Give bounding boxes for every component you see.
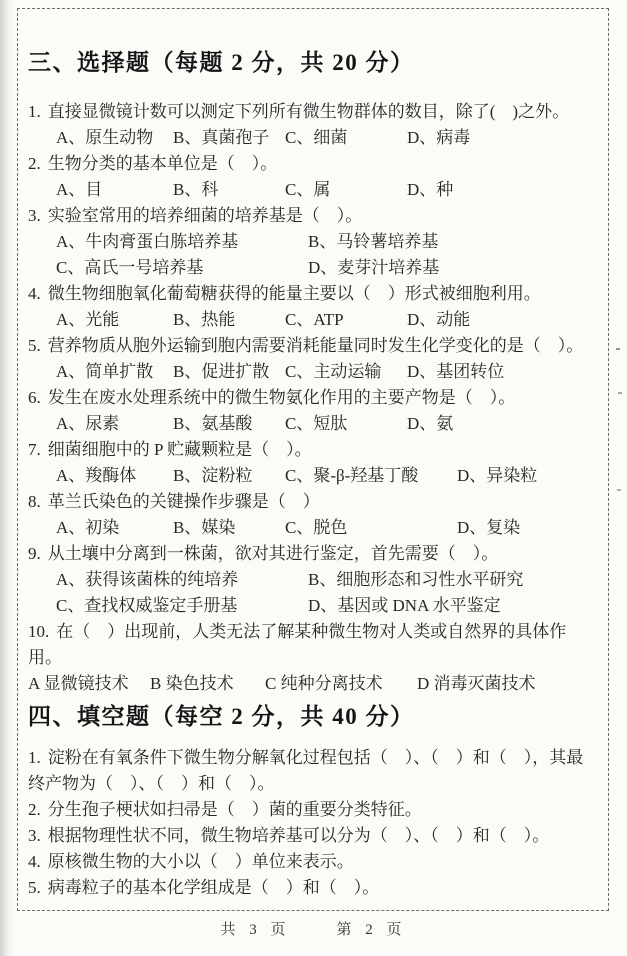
option-a: A、初染	[56, 518, 120, 537]
mc-question-1	[28, 99, 592, 125]
option-c: C、聚-β-羟基丁酸	[285, 466, 419, 485]
option-c: C 纯种分离技术	[265, 674, 383, 693]
mc-question-3-options-row-2	[28, 255, 592, 281]
option-c: C、查找权威鉴定手册基	[56, 596, 238, 615]
question-text: 淀粉在有氧条件下微生物分解氧化过程包括（ ）、（ ）和（ ），其最终产物为（ ）、（ ）和（ ）。	[28, 748, 584, 793]
section-title-fill-in-blank: 四、填空题（每空 2 分，共 40 分）	[28, 704, 415, 729]
question-number: 4.	[28, 852, 41, 871]
option-a: A、获得该菌株的纯培养	[56, 570, 239, 589]
question-text: 直接显微镜计数可以测定下列所有微生物群体的数目，除了( )之外。	[47, 102, 570, 121]
option-d: D、麦芽汁培养基	[308, 258, 440, 277]
mc-question-2	[28, 151, 592, 177]
fill-question-4	[28, 849, 592, 875]
fill-question-5	[28, 875, 592, 901]
option-a: A、光能	[56, 310, 120, 329]
question-text: 病毒粒子的基本化学组成是（ ）和（ ）。	[47, 878, 380, 897]
option-a: A、尿素	[56, 414, 120, 433]
section-title-multiple-choice: 三、选择题（每题 2 分，共 20 分）	[28, 50, 415, 75]
question-number: 6.	[28, 388, 41, 407]
mc-question-9-options-row-2	[28, 593, 592, 619]
exam-sheet-border	[17, 8, 609, 911]
question-text: 营养物质从胞外运输到胞内需要消耗能量同时发生化学变化的是（ ）。	[47, 336, 584, 355]
question-number: 5.	[28, 878, 41, 897]
mc-question-4	[28, 281, 592, 307]
question-number: 4.	[28, 284, 41, 303]
fill-question-2	[28, 797, 592, 823]
question-text: 分生孢子梗状如扫帚是（ ）菌的重要分类特征。	[47, 800, 422, 819]
mc-question-4-options	[28, 307, 592, 333]
question-number: 3.	[28, 826, 41, 845]
mc-question-2-options	[28, 177, 592, 203]
question-number: 5.	[28, 336, 41, 355]
question-text: 发生在废水处理系统中的微生物氨化作用的主要产物是（ ）。	[47, 388, 516, 407]
option-d: D、动能	[407, 310, 471, 329]
question-text: 实验室常用的培养细菌的培养基是（ ）。	[47, 206, 363, 225]
option-a: A、简单扩散	[56, 362, 154, 381]
mc-question-6-options	[28, 411, 592, 437]
question-text: 从土壤中分离到一株菌，欲对其进行鉴定，首先需要（ ）。	[47, 544, 499, 563]
option-b: B、细胞形态和习性水平研究	[308, 570, 524, 589]
question-number: 1.	[28, 102, 41, 121]
mc-question-7-options	[28, 463, 592, 489]
option-c: C、高氏一号培养基	[56, 258, 204, 277]
option-c: C、细菌	[285, 128, 348, 147]
question-text: 原核微生物的大小以（ ）单位来表示。	[47, 852, 354, 871]
option-d: D、基团转位	[407, 362, 505, 381]
option-d: D 消毒灭菌技术	[417, 674, 536, 693]
option-b: B、淀粉粒	[173, 466, 253, 485]
option-b: B、氨基酸	[173, 414, 253, 433]
footer-current-page: 第 2 页	[336, 922, 407, 938]
page-footer	[0, 918, 627, 939]
footer-total-pages: 共 3 页	[220, 922, 291, 938]
scan-specks	[616, 348, 620, 350]
question-number: 2.	[28, 154, 41, 173]
question-text: 根据物理性状不同，微生物培养基可以分为（ ）、（ ）和（ ）。	[47, 826, 550, 845]
option-c: C、主动运输	[285, 362, 382, 381]
option-c: C、短肽	[285, 414, 348, 433]
mc-question-6	[28, 385, 592, 411]
mc-question-8	[28, 489, 592, 515]
option-c: C、ATP	[285, 310, 344, 329]
option-a: A、羧酶体	[56, 466, 137, 485]
fill-question-3	[28, 823, 592, 849]
option-b: B、真菌孢子	[173, 128, 270, 147]
mc-question-3-options-row-1	[28, 229, 592, 255]
scan-edge-shading	[0, 0, 14, 956]
mc-question-7	[28, 437, 592, 463]
option-b: B、马铃薯培养基	[308, 232, 439, 251]
option-c: C、脱色	[285, 518, 348, 537]
question-number: 3.	[28, 206, 41, 225]
mc-question-10	[28, 619, 592, 671]
question-number: 9.	[28, 544, 41, 563]
mc-question-9-options-row-1	[28, 567, 592, 593]
mc-question-1-options	[28, 125, 592, 151]
question-number: 7.	[28, 440, 41, 459]
mc-question-10-options	[28, 671, 592, 697]
option-d: D、异染粒	[457, 466, 538, 485]
option-a: A、目	[56, 180, 103, 199]
option-d: D、种	[407, 180, 454, 199]
option-c: C、属	[285, 180, 331, 199]
option-b: B、媒染	[173, 518, 236, 537]
mc-question-8-options	[28, 515, 592, 541]
mc-question-5-options	[28, 359, 592, 385]
option-b: B、热能	[173, 310, 236, 329]
mc-question-5	[28, 333, 592, 359]
question-number: 8.	[28, 492, 41, 511]
mc-question-3	[28, 203, 592, 229]
fill-question-1	[28, 745, 592, 797]
option-a: A 显微镜技术	[28, 674, 129, 693]
option-d: D、氨	[407, 414, 454, 433]
question-number: 2.	[28, 800, 41, 819]
option-d: D、基因或 DNA 水平鉴定	[308, 596, 501, 615]
option-b: B、促进扩散	[173, 362, 270, 381]
question-text: 革兰氏染色的关键操作步骤是（ ）	[47, 492, 320, 511]
question-text: 微生物细胞氧化葡萄糖获得的能量主要以（ ）形式被细胞利用。	[47, 284, 541, 303]
question-text: 生物分类的基本单位是（ ）。	[47, 154, 278, 173]
option-a: A、原生动物	[56, 128, 154, 147]
option-b: B 染色技术	[150, 674, 234, 693]
option-d: D、病毒	[407, 128, 471, 147]
question-number: 1.	[28, 748, 41, 767]
mc-question-9	[28, 541, 592, 567]
question-text: 在（ ）出现前，人类无法了解某种微生物对人类或自然界的具体作用。	[28, 622, 567, 667]
option-d: D、复染	[457, 518, 521, 537]
option-b: B、科	[173, 180, 219, 199]
option-a: A、牛肉膏蛋白胨培养基	[56, 232, 239, 251]
question-text: 细菌细胞中的 P 贮藏颗粒是（ ）。	[47, 440, 312, 459]
question-number: 10.	[28, 622, 50, 641]
